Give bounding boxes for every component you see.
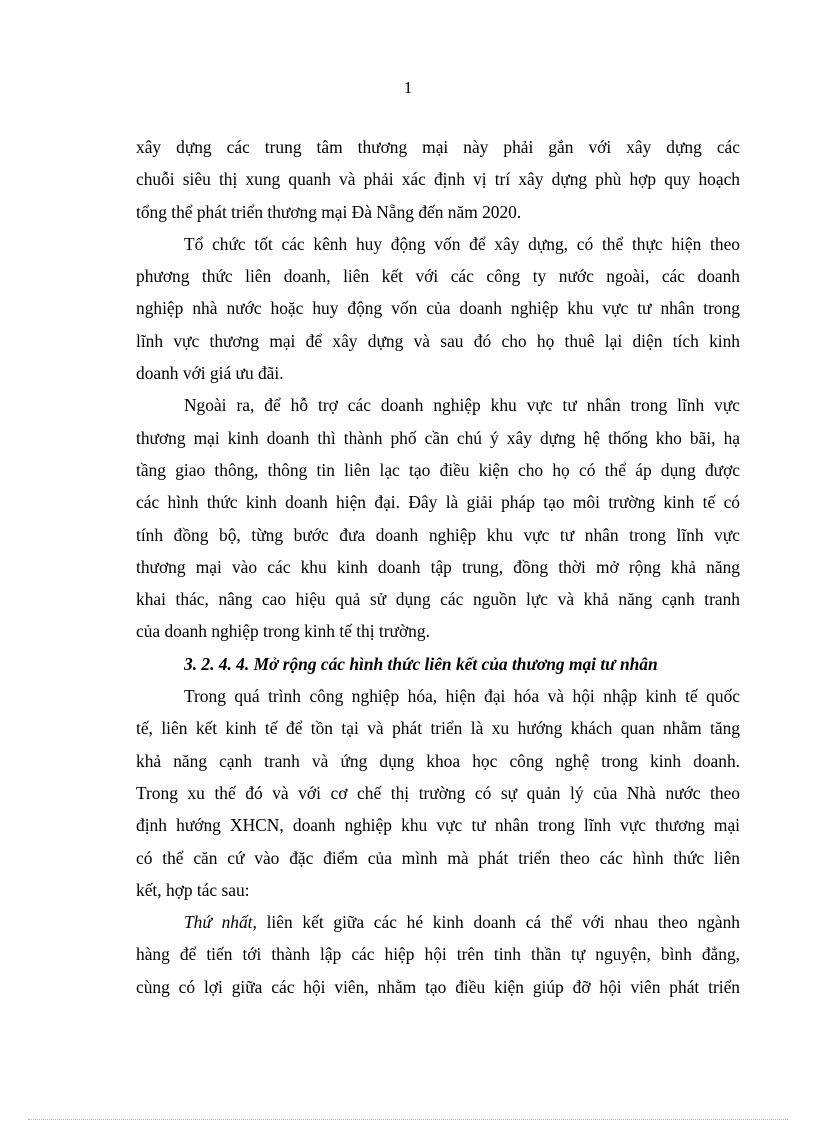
text-line: Trong quá trình công nghiệp hóa, hiện đại hóa và hội nhập kinh tế quốc [184, 686, 740, 707]
text-line: chuỗi siêu thị xung quanh và phải xác định vị trí xây dựng phù hợp quy hoạch [136, 169, 740, 190]
text-line: tế, liên kết kinh tế để tồn tại và phát triển là xu hướng khách quan nhằm tăng [136, 718, 740, 739]
text-line: của doanh nghiệp trong kinh tế thị trường. [136, 621, 430, 642]
page-number: 1 [403, 78, 413, 97]
page-bottom-rule [28, 1119, 788, 1120]
text-line: khả năng cạnh tranh và ứng dụng khoa học công nghệ trong kinh doanh. [136, 750, 740, 771]
text-line: Tổ chức tốt các kênh huy động vốn để xây dựng, có thể thực hiện theo [184, 233, 740, 254]
emphasis-text: Thứ nhất, [184, 912, 257, 933]
text-line: kết, hợp tác sau: [136, 879, 250, 900]
text-line: doanh với giá ưu đãi. [136, 363, 284, 384]
text-line: khai thác, nâng cao hiệu quả sử dụng các nguồn lực và khả năng cạnh tranh [136, 589, 740, 610]
body-text [136, 131, 740, 1003]
text-line: cùng có lợi giữa các hội viên, nhằm tạo điều kiện giúp đỡ hội viên phát triển [136, 976, 740, 997]
text-line: định hướng XHCN, doanh nghiệp khu vực tư nhân trong lĩnh vực thương mại [136, 815, 740, 836]
text-line: lĩnh vực thương mại để xây dựng và sau đó cho họ thuê lại diện tích kinh [136, 330, 740, 351]
text-line: các hình thức kinh doanh hiện đại. Đây là giải pháp tạo môi trường kinh tế có [136, 492, 740, 513]
text-line: nghiệp nhà nước hoặc huy động vốn của doanh nghiệp khu vực tư nhân trong [136, 298, 740, 319]
text-line: tổng thể phát triển thương mại Đà Nẵng đến năm 2020. [136, 201, 522, 222]
text-line: có thể căn cứ vào đặc điểm của mình mà phát triển theo các hình thức liên [136, 847, 740, 868]
text-line: xây dựng các trung tâm thương mại này phải gắn với xây dựng các [136, 137, 740, 157]
text-line [136, 906, 740, 938]
text-line: Trong xu thế đó và với cơ chế thị trường có sự quản lý của Nhà nước theo [136, 782, 740, 803]
text-line: hàng để tiến tới thành lập các hiệp hội trên tinh thần tự nguyện, bình đẳng, [136, 944, 740, 965]
section-heading: 3. 2. 4. 4. Mở rộng các hình thức liên kết của thương mại tư nhân [184, 653, 658, 674]
text-line: tính đồng bộ, từng bước đưa doanh nghiệp khu vực tư nhân trong lĩnh vực [136, 524, 740, 545]
text-line: phương thức liên doanh, liên kết với các công ty nước ngoài, các doanh [136, 266, 740, 287]
text-segment: liên kết giữa các hé kinh doanh cá thể với nhau theo ngành [266, 912, 740, 933]
text-line: tầng giao thông, thông tin liên lạc tạo điều kiện cho họ có thể áp dụng được [136, 459, 740, 480]
text-line: thương mại kinh doanh thì thành phố cần chú ý xây dựng hệ thống kho bãi, hạ [136, 427, 740, 448]
text-line: thương mại vào các khu kinh doanh tập trung, đồng thời mở rộng khả năng [136, 556, 740, 577]
text-line: Ngoài ra, để hỗ trợ các doanh nghiệp khu vực tư nhân trong lĩnh vực [184, 395, 740, 416]
